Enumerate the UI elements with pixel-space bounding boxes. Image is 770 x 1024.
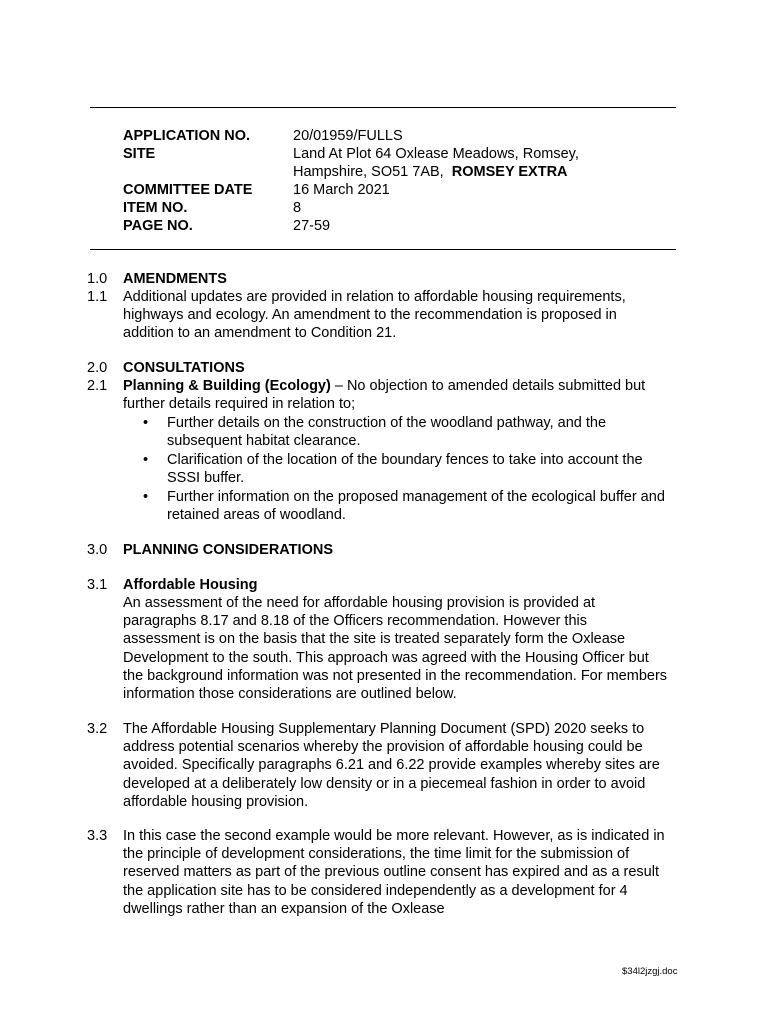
consultee-name: Planning & Building (Ecology) [123, 378, 331, 394]
bullet-item-2: Clarification of the location of the boundary fences to take into account the SSSI buffer. [167, 452, 643, 487]
bullet-item-1: Further details on the construction of the woodland pathway, and the subsequent habitat clearance. [167, 415, 607, 450]
page-no-label: PAGE NO. [123, 218, 193, 234]
committee-date-label: COMMITTEE DATE [123, 182, 253, 198]
section-1-number: 1.0 [87, 271, 108, 287]
section-3-number: 3.0 [87, 542, 108, 558]
para-3-3-text: In this case the second example would be more relevant. However, as is indicated in the principle of development considerations, the time limit for the submission of reserved matters as part of the previous outline consent has expired and as a result the application site has to be considered independently as a development for 4 dwellings rather than an expansion of the Oxlease [123, 828, 665, 917]
application-no-label: APPLICATION NO. [123, 128, 251, 144]
bullet-marker: • [143, 489, 149, 505]
para-2-1-text [123, 377, 668, 413]
para-1-1-text: Additional updates are provided in relation to affordable housing requirements, highways and ecology. An amendment to the recommendation is proposed in addition to an amendment to Condition 21. [123, 289, 626, 342]
footer-filename: $34l2jzgj.doc [622, 966, 678, 977]
site-value-line1: Land At Plot 64 Oxlease Meadows, Romsey, [293, 146, 579, 162]
para-3-1-title: Affordable Housing [123, 577, 258, 593]
header-top-rule [90, 107, 676, 108]
consultee-response: – No objection to amended details submitted but further details required in relation to; [123, 378, 646, 413]
para-1-1-number: 1.1 [87, 289, 108, 305]
section-2-title: CONSULTATIONS [123, 360, 245, 376]
header-bottom-rule [90, 249, 676, 250]
bullet-marker: • [143, 415, 149, 431]
para-2-1-number: 2.1 [87, 378, 108, 394]
para-3-1-text: An assessment of the need for affordable housing provision is provided at paragraphs 8.17 and 8.18 of the Officers recommendation. However this assessment is on the basis that the site is treated separately form the Oxlease Development to the south. This approach was agreed with the Housing Officer but the background information was not presented in the recommendation. For members information those considerations are outlined below. [123, 595, 668, 703]
para-3-2-text: The Affordable Housing Supplementary Planning Document (SPD) 2020 seeks to address potential scenarios whereby the provision of affordable housing could be avoided. Specifically paragraphs 6.21 and 6.22 provide examples whereby sites are developed at a deliberately low density or in a piecemeal fashion in order to avoid affordable housing provision. [123, 721, 660, 810]
site-value-line2 [293, 163, 568, 181]
section-1-title: AMENDMENTS [123, 271, 227, 287]
item-no-label: ITEM NO. [123, 200, 188, 216]
bullet-marker: • [143, 452, 149, 468]
site-address: Hampshire, SO51 7AB, [293, 164, 444, 180]
section-3-title: PLANNING CONSIDERATIONS [123, 542, 333, 558]
para-3-2-number: 3.2 [87, 721, 108, 737]
site-label: SITE [123, 146, 156, 162]
section-2-number: 2.0 [87, 360, 108, 376]
application-no-value: 20/01959/FULLS [293, 128, 403, 144]
site-parish: ROMSEY EXTRA [451, 164, 568, 180]
bullet-item-3: Further information on the proposed management of the ecological buffer and retained areas of woodland. [167, 489, 665, 524]
page-no-value: 27-59 [293, 218, 331, 234]
para-3-3-number: 3.3 [87, 828, 108, 844]
para-3-1-number: 3.1 [87, 577, 108, 593]
committee-date-value: 16 March 2021 [293, 182, 390, 198]
item-no-value: 8 [293, 200, 302, 216]
